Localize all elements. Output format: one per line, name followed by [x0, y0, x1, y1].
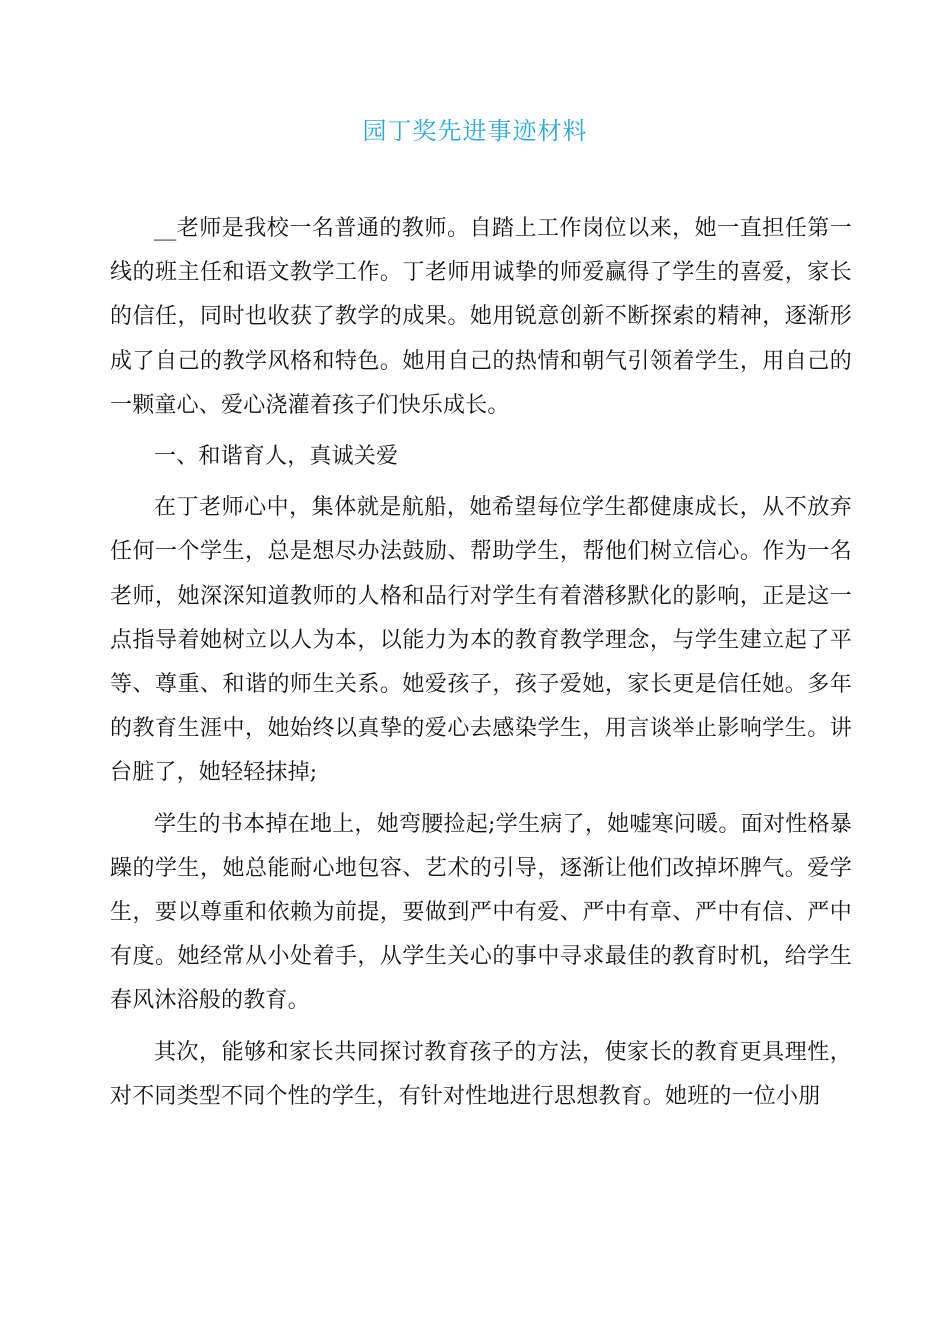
paragraph-parents: 其次，能够和家长共同探讨教育孩子的方法，使家长的教育更具理性，对不同类型不同个性的学生，有针对性地进行思想教育。她班的一位小朋: [110, 1039, 852, 1109]
paragraph-students: 学生的书本掉在地上，她弯腰捡起;学生病了，她嘘寒问暖。面对性格暴躁的学生，她总能耐心地包容、艺术的引导，逐渐让他们改掉坏脾气。爱学生，要以尊重和依赖为前提，要做到严中有爱、严中有章、严中有信、严中有度。她经常从小处着手，从学生关心的事中寻求最佳的教育时机，给学生春风沐浴般的教育。: [110, 811, 852, 1014]
document-body: [110, 207, 852, 1126]
document-title: 园丁奖先进事迹材料: [362, 117, 588, 145]
paragraph-intro: __老师是我校一名普通的教师。自踏上工作岗位以来，她一直担任第一线的班主任和语文教学工作。丁老师用诚挚的师爱赢得了学生的喜爱，家长的信任，同时也收获了教学的成果。她用锐意创新不断探索的精神，逐渐形成了自己的教学风格和特色。她用自己的热情和朝气引领着学生，用自己的一颗童心、爱心浇灌着孩子们快乐成长。: [110, 216, 852, 418]
paragraph-care: 在丁老师心中，集体就是航船，她希望每位学生都健康成长，从不放弃任何一个学生，总是想尽办法鼓励、帮助学生，帮他们树立信心。作为一名老师，她深深知道教师的人格和品行对学生有着潜移默化的影响，正是这一点指导着她树立以人为本，以能力为本的教育教学理念，与学生建立起了平等、尊重、和谐的师生关系。她爱孩子，孩子爱她，家长更是信任她。多年的教育生涯中，她始终以真挚的爱心去感染学生，用言谈举止影响学生。讲台脏了，她轻轻抹掉;: [110, 495, 852, 786]
section-heading-1: 一、和谐育人，真诚关爱: [154, 444, 399, 470]
